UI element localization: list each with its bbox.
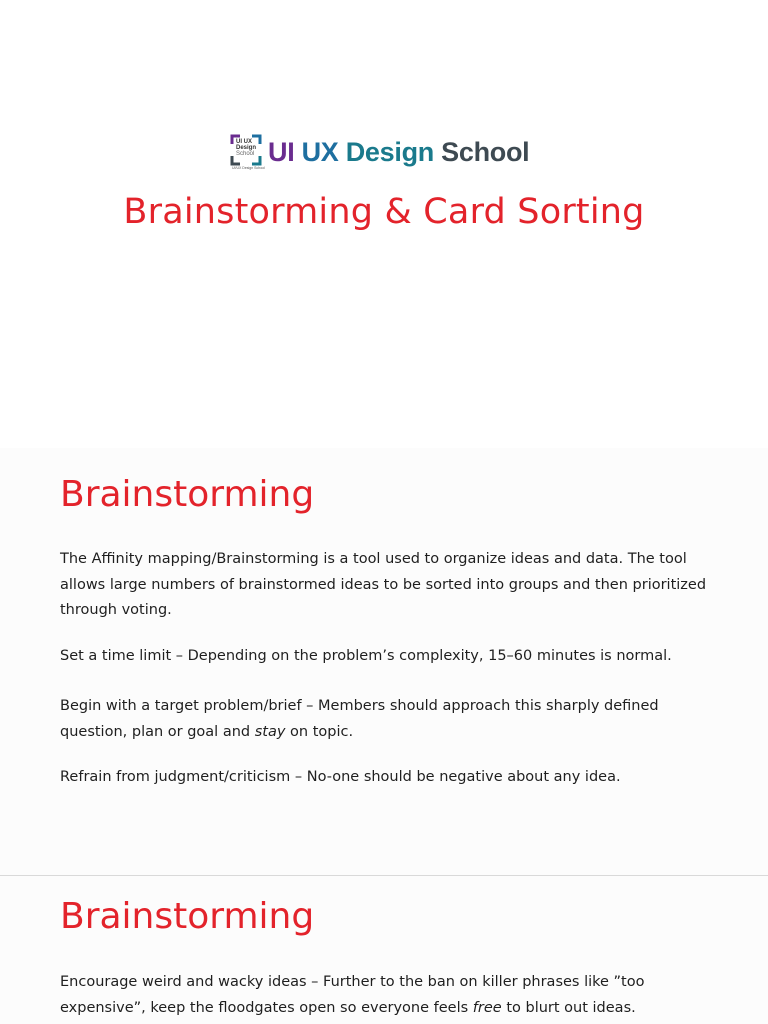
logo-word-ui: UI (268, 137, 295, 167)
deck-title: Brainstorming & Card Sorting (123, 192, 645, 232)
section-heading: Brainstorming (60, 896, 315, 937)
paragraph-time-limit: Set a time limit – Depending on the problem’s complexity, 15–60 minutes is normal. (60, 648, 672, 664)
logo-wordmark (268, 132, 529, 172)
logo-word-design: Design (345, 137, 434, 167)
logo-mark-text: UI UX Design School (236, 139, 257, 157)
paragraph-target-problem: Begin with a target problem/brief – Members should approach this sharply defined question, plan or goal and stay on topic. (60, 698, 659, 740)
title-slide (0, 0, 768, 448)
brainstorming-slide-1 (0, 448, 768, 876)
logo-word-school: School (441, 137, 530, 167)
logo-mark-caption: UI/UX Design School (232, 166, 265, 170)
logo-mark-icon (230, 134, 265, 170)
brainstorming-slide-2 (0, 876, 768, 1024)
section-heading: Brainstorming (60, 474, 315, 515)
paragraph-refrain: Refrain from judgment/criticism – No-one should be negative about any idea. (60, 769, 621, 785)
paragraph-wacky-ideas: Encourage weird and wacky ideas – Further to the ban on killer phrases like ”too expensive”, keep the floodgates open so everyone feels free to blurt out ideas. (60, 974, 645, 1016)
logo-word-ux: UX (301, 137, 339, 167)
paragraph-intro: The Affinity mapping/Brainstorming is a tool used to organize ideas and data. The tool allows large numbers of brainstormed ideas to be sorted into groups and then prioritized through voting. (60, 551, 707, 618)
school-logo (230, 132, 529, 172)
